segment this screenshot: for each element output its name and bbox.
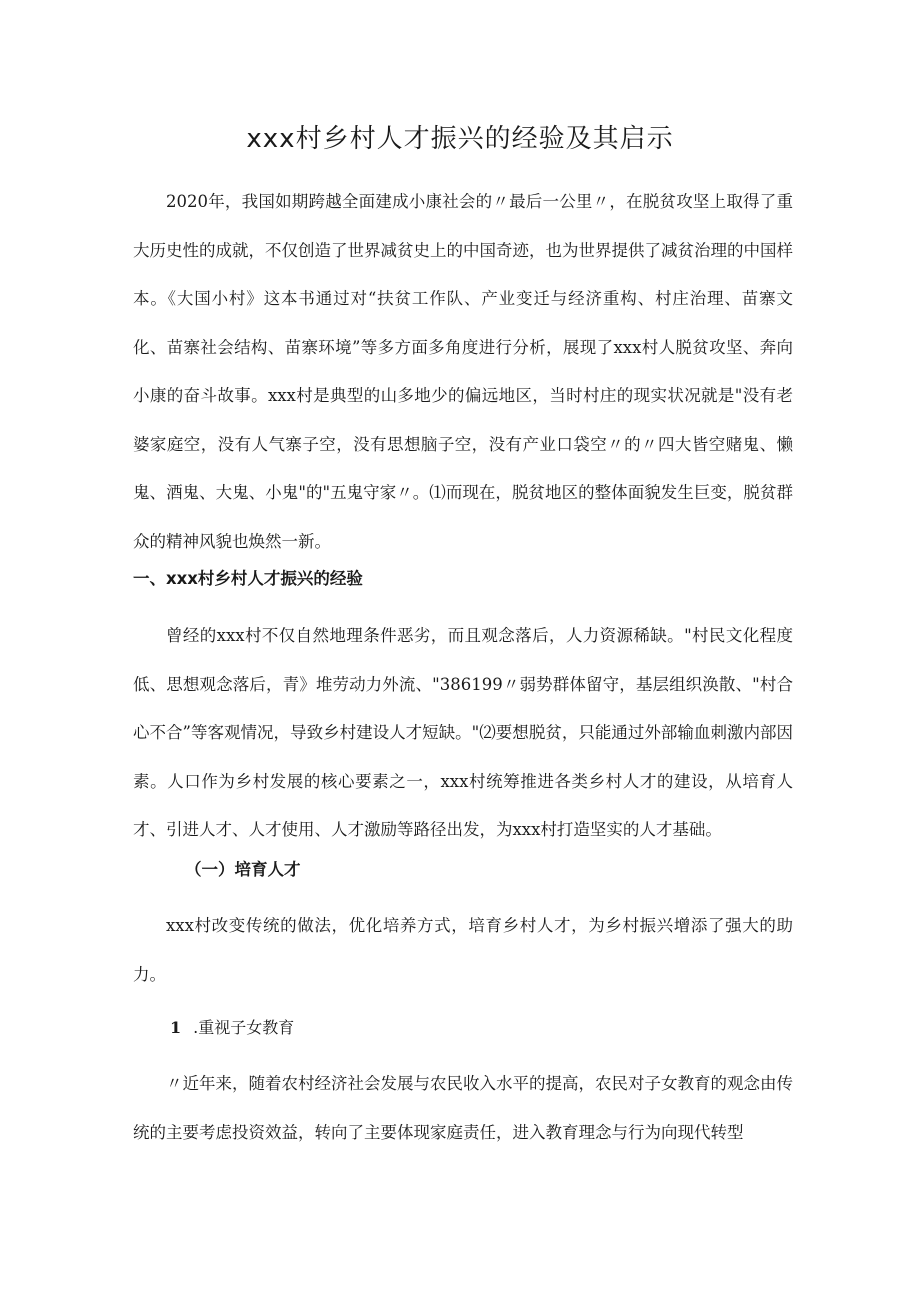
item-heading-1: [170, 1015, 294, 1038]
subsection-1-paragraph: xxx村改变传统的做法，优化培养方式，培育乡村人才，为乡村振兴增添了强大的助力。: [133, 916, 793, 984]
item-1-paragraph: 〃近年来，随着农村经济社会发展与农民收入水平的提高，农民对子女教育的观念由传统的主要考虑投资效益，转向了主要体现家庭责任，进入教育理念与行为向现代转型: [133, 1074, 793, 1142]
item-heading-text: .重视子女教育: [193, 1018, 295, 1037]
intro-paragraph: 2020年，我国如期跨越全面建成小康社会的〃最后一公里〃，在脱贫攻坚上取得了重大历史性的成就，不仅创造了世界减贫史上的中国奇迹，也为世界提供了减贫治理的中国样本。《大国小村》这本书通过对“扶贫工作队、产业变迁与经济重构、村庄治理、苗寨文化、苗寨社会结构、苗寨环境”等多方面多角度进行分析，展现了xxx村人脱贫攻坚、奔向小康的奋斗故事。xxx村是典型的山多地少的偏远地区，当时村庄的现实状况就是"没有老婆家庭空，没有人气寨子空，没有思想脑子空，没有产业口袋空〃的〃四大皆空赌鬼、懒鬼、酒鬼、大鬼、小鬼"的"五鬼守家〃。⑴而现在，脱贫地区的整体面貌发生巨变，脱贫群众的精神风貌也焕然一新。: [133, 192, 793, 551]
item-heading-number: 1: [170, 1018, 182, 1037]
section-1-paragraph: 曾经的xxx村不仅自然地理条件恶劣，而且观念落后，人力资源稀缺。"村民文化程度低、思想观念落后，青》堆劳动力外流、"386199〃弱势群体留守，基层组织涣散、"村合心不合”等客观情况，导致乡村建设人才短缺。"⑵要想脱贫，只能通过外部输血刺激内部因素。人口作为乡村发展的核心要素之一，xxx村统筹推进各类乡村人才的建设，从培育人才、引进人才、人才使用、人才激励等路径出发，为xxx村打造坚实的人才基础。: [133, 626, 793, 839]
subsection-heading-1: （一）培育人才: [185, 860, 301, 879]
document-title: xxx村乡村人才振兴的经验及其启示: [246, 124, 674, 154]
section-heading-1: 一、xxx村乡村人才振兴的经验: [133, 569, 363, 588]
